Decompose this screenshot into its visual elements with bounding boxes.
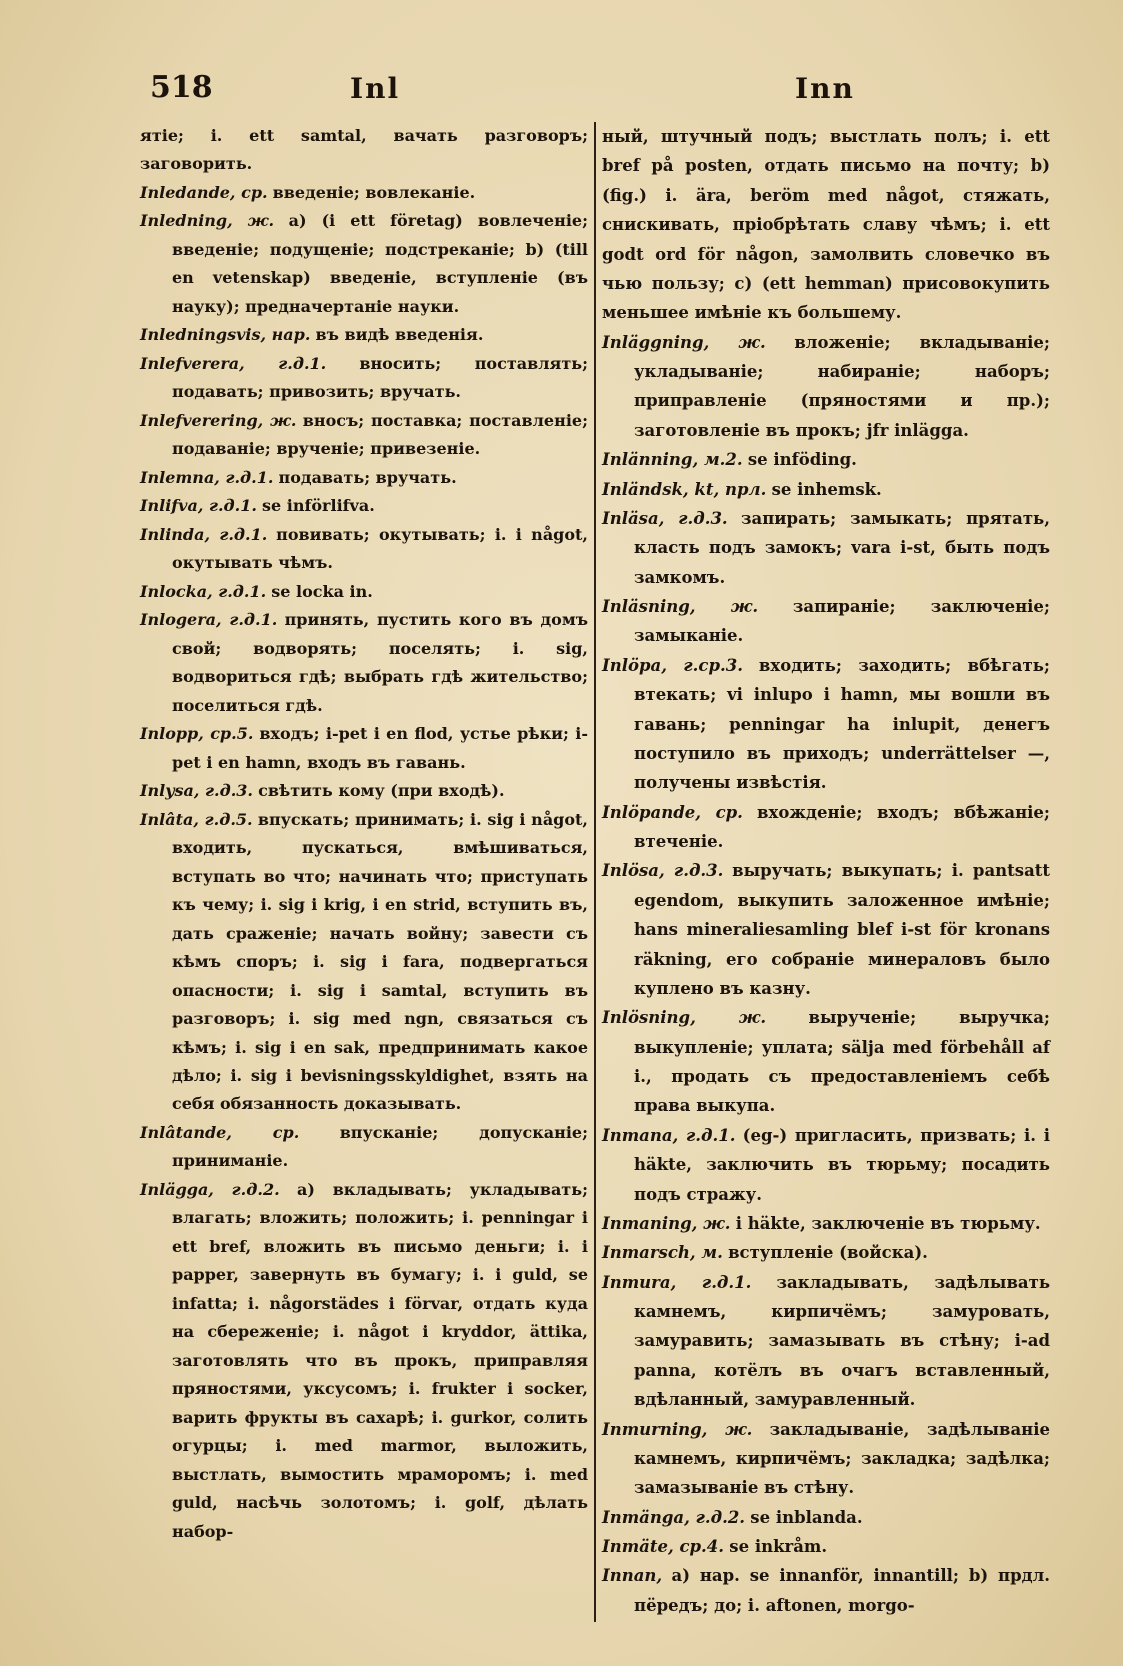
dictionary-entry	[140, 407, 588, 464]
entry-definition: ный, штучный подъ; выстлать полъ; i. ett bref på posten, отдать письмо на почту; b) (fig.) i. ära, beröm med något, стяжать, снискивать, пріобрѣтать славу чѣмъ; i. ett godt ord för någon, замолвить словечко въ чью пользу; c) (ett hemman) присовокупить меньшее имѣніе къ большему.	[602, 127, 1050, 323]
entry-headword: Inlemna, г.д.1.	[140, 467, 274, 487]
dictionary-entry	[140, 777, 588, 805]
entry-headword: Inlocka, г.д.1.	[140, 581, 267, 601]
dictionary-entry	[140, 806, 588, 1119]
entry-definition: выручать; выкупать; i. pantsatt egendom, выкупить заложенное имѣніе; hans mineraliesamling blef i-st för kronans räkning, его собраніе минераловъ было куплено въ казну.	[634, 861, 1050, 998]
guide-word-left: Inl	[350, 72, 401, 105]
entry-headword: Inledningsvis, нар.	[140, 325, 311, 345]
entry-headword: Inlogera, г.д.1.	[140, 610, 278, 630]
entry-definition: закладываніе, задѣлываніе камнемъ, кирпичёмъ; закладка; задѣлка; замазываніе въ стѣну.	[634, 1419, 1051, 1498]
entry-definition: se inhemsk.	[771, 479, 882, 499]
dictionary-entry	[140, 179, 588, 207]
dictionary-entry	[602, 856, 1050, 1003]
dictionary-entry	[602, 1415, 1050, 1503]
entry-headword: Inlefverera, г.д.1.	[140, 353, 327, 373]
entry-definition: ятіе; i. ett samtal, вачать разговоръ; заговорить.	[140, 126, 588, 174]
dictionary-entry	[140, 464, 588, 492]
right-column	[602, 122, 1050, 1620]
entry-definition: вносъ; поставка; поставленіе; подаваніе; врученіе; привезеніе.	[172, 410, 588, 459]
dictionary-entry	[602, 1003, 1050, 1121]
dictionary-entry	[140, 521, 588, 578]
dictionary-entry	[602, 1503, 1050, 1532]
dictionary-entry	[602, 1268, 1050, 1415]
entry-definition: вступленіе (войска).	[728, 1243, 928, 1263]
guide-word-right: Inn	[795, 72, 855, 105]
entry-definition: a) нар. se innanför, innantill; b) прдл. пёредъ; до; i. aftonen, morgo-	[634, 1566, 1051, 1615]
entry-definition: запирать; замыкать; прятать, класть подъ замокъ; vara i-st, быть подъ замкомъ.	[634, 508, 1050, 587]
dictionary-entry	[602, 504, 1050, 592]
dictionary-entry	[140, 350, 588, 407]
dictionary-entry	[602, 328, 1050, 446]
entry-definition: se locka in.	[271, 581, 373, 601]
dictionary-entry	[602, 1238, 1050, 1267]
entry-headword: Inlöpande, ср.	[602, 802, 743, 822]
dictionary-entry	[140, 321, 588, 349]
entry-definition: se inkråm.	[729, 1537, 828, 1556]
entry-definition: впусканіе; допусканіе; приниманіе.	[172, 1122, 589, 1171]
dictionary-entry	[602, 445, 1050, 474]
entry-definition: вырученіе; выручка; выкупленіе; уплата; sälja med förbehåll af i., продать съ предоставленіемъ себѣ права выкупа.	[634, 1008, 1050, 1116]
dictionary-entry	[602, 1532, 1050, 1561]
entry-headword: Inmäte, ср.4.	[602, 1537, 725, 1556]
entry-definition: свѣтить кому (при входѣ).	[258, 781, 505, 801]
dictionary-entry	[140, 578, 588, 606]
entry-definition: вносить; поставлять; подавать; привозить; вручать.	[172, 353, 589, 402]
dictionary-entry	[602, 1209, 1050, 1238]
entry-definition: подавать; вручать.	[278, 467, 457, 487]
entry-headword: Inlösning, ж.	[602, 1008, 767, 1028]
column-divider	[594, 122, 596, 1622]
entry-headword: Inmaning, ж.	[602, 1213, 731, 1233]
entry-definition: входъ; i-pet i en flod, устье рѣки; i-pet i en hamn, входъ въ гавань.	[172, 724, 589, 772]
entry-definition: входить; заходить; вбѣгать; втекать; vi inlupo i hamn, мы вошли въ гавань; penningar ha inlupit, денегъ поступило въ приходъ; underrättelser —, получены извѣстія.	[634, 655, 1050, 793]
dictionary-entry	[602, 651, 1050, 798]
entry-definition: se inblanda.	[750, 1507, 863, 1527]
entry-headword: Inmana, г.д.1.	[602, 1125, 736, 1145]
entry-definition: принять, пустить кого въ домъ свой; водворять; поселять; i. sig, водвориться гдѣ; выбрать гдѣ жительство; поселиться гдѣ.	[172, 610, 588, 715]
entry-headword: Inländsk, kt, прл.	[602, 479, 767, 499]
entry-definition: въ видѣ введенія.	[315, 325, 484, 345]
entry-headword: Inlâta, г.д.5.	[140, 809, 253, 829]
entry-headword: Inläsning, ж.	[602, 597, 759, 616]
entry-definition: запираніе; заключеніе; замыканіе.	[634, 597, 1051, 646]
entry-headword: Inlopp, ср.5.	[140, 724, 254, 744]
dictionary-entry	[602, 798, 1050, 857]
entry-definition: se införlifva.	[262, 496, 375, 516]
entry-headword: Inlinda, г.д.1.	[140, 524, 268, 544]
entry-definition: повивать; окутывать; i. i något, окутывать чѣмъ.	[172, 524, 589, 573]
entry-headword: Inmarsch, м.	[602, 1243, 723, 1263]
dictionary-entry	[140, 1176, 588, 1546]
entry-headword: Inlägga, г.д.2.	[140, 1179, 280, 1199]
entry-headword: Inläggning, ж.	[602, 332, 766, 352]
entry-headword: Inledning, ж.	[140, 211, 275, 231]
entry-definition: (eg-) пригласить, призвать; i. i häkte, заключить въ тюрьму; посадить подъ стражу.	[634, 1125, 1051, 1204]
dictionary-entry	[602, 475, 1050, 504]
entry-definition: закладывать, задѣлывать камнемъ, кирпичёмъ; замуровать, замуравить; замазывать въ стѣну; i-ad panna, котёлъ въ очагъ вставленный, вдѣланный, замуравленный.	[634, 1272, 1051, 1410]
entry-headword: Inlänning, м.2.	[602, 450, 743, 470]
dictionary-entry	[602, 122, 1050, 328]
entry-definition: a) вкладывать; укладывать; влагать; вложить; положить; i. penningar i ett bref, вложить въ письмо деньги; i. i papper, завернуть въ бумагу; i. i guld, se infatta; i. någorstädes i förvar, отдать куда на сбереженіе; i. något i kryddor, ättika, заготовлять что въ прокъ, приправляя пряностями, уксусомъ; i. frukter i socker, варить фрукты въ сахарѣ; i. gurkor, солить огурцы; i. med marmor, выложить, выстлать, вымостить мраморомъ; i. med guld, насѣчь золотомъ; i. golf, дѣлать набор-	[172, 1179, 588, 1541]
dictionary-entry	[602, 1121, 1050, 1209]
entry-headword: Inlefverering, ж.	[140, 410, 297, 430]
entry-headword: Inledande, ср.	[140, 182, 268, 202]
entry-definition: i häkte, заключеніе въ тюрьму.	[735, 1213, 1041, 1233]
dictionary-entry	[602, 1561, 1050, 1620]
entry-headword: Inmura, г.д.1.	[602, 1272, 752, 1292]
entry-definition: вложеніе; вкладываніе; укладываніе; набираніе; наборъ; приправленіе (пряностями и пр.); заготовленіе въ прокъ; jfr inlägga.	[634, 332, 1050, 440]
entry-headword: Inlöpa, г.ср.3.	[602, 655, 743, 675]
entry-definition: введеніе; вовлеканіе.	[272, 182, 476, 202]
entry-headword: Inlifva, г.д.1.	[140, 496, 257, 516]
entry-definition: se infödіng.	[747, 450, 857, 470]
dictionary-entry	[140, 606, 588, 720]
entry-headword: Inläsa, г.д.3.	[602, 508, 728, 528]
entry-headword: Inlösa, г.д.3.	[602, 861, 724, 881]
entry-headword: Innan,	[602, 1566, 663, 1586]
left-column	[140, 122, 588, 1546]
entry-definition: впускать; принимать; i. sig i något, входить, пускаться, вмѣшиваться, вступать во что; начинать что; приступать къ чему; i. sig i krig, i en strid, вступить въ, дать сраженіе; начать войну; завести съ кѣмъ споръ; i. sig i fara, подвергаться опасности; i. sig i samtal, вступить въ разговоръ; i. sig med ngn, связаться съ кѣмъ; i. sig i en sak, предпринимать какое дѣло; i. sig i bevisningsskyldighet, взять на себя обязанность доказывать.	[172, 809, 588, 1114]
page-number: 518	[150, 70, 213, 105]
entry-headword: Inmänga, г.д.2.	[602, 1507, 746, 1527]
dictionary-entry	[140, 720, 588, 777]
entry-definition: вхожденіе; входъ; вбѣжаніе; втеченіе.	[634, 802, 1050, 851]
dictionary-entry	[140, 492, 588, 520]
entry-headword: Inlâtande, ср.	[140, 1122, 300, 1142]
dictionary-entry	[602, 592, 1050, 651]
dictionary-entry	[140, 122, 588, 179]
dictionary-entry	[140, 207, 588, 321]
dictionary-entry	[140, 1119, 588, 1176]
entry-headword: Inmurning, ж.	[602, 1419, 753, 1439]
entry-definition: a) (i ett företag) вовлеченіе; введеніе; подущеніе; подстреканіе; b) (till en vetenskap) введеніе, вступленіе (въ науку); предначертаніе науки.	[172, 211, 588, 316]
page-header	[0, 70, 1123, 118]
entry-headword: Inlysa, г.д.3.	[140, 781, 253, 801]
